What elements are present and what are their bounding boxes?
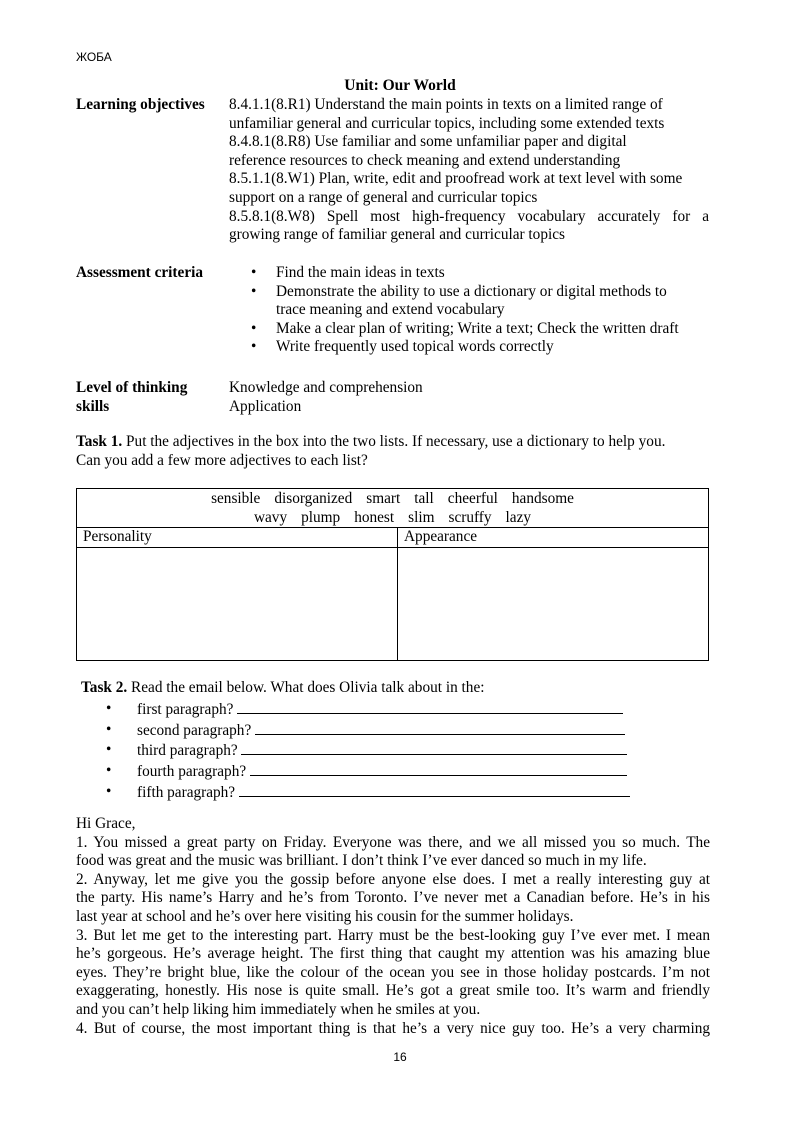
answer-line[interactable] <box>250 761 627 776</box>
email-line: the party. His name’s Harry and he’s from Toronto. I’ve never met a Canadian before. He’s in his <box>76 889 710 907</box>
objective-line: 8.4.8.1(8.R8) Use familiar and some unfamiliar paper and digital <box>229 133 627 151</box>
page-number: 16 <box>393 1050 407 1064</box>
objective-line: 8.4.1.1(8.R1) Understand the main points in texts on a limited range of <box>229 96 663 113</box>
email-line: last year at school and he’s over here visiting his cousin for the summer holidays. <box>76 907 574 925</box>
email-text <box>76 815 710 1038</box>
thinking-values: Knowledge and comprehension Application <box>229 379 423 415</box>
email-line: food was great and the music was brilliant. I don’t think I’ve ever danced so much in my life. <box>76 852 647 870</box>
personality-answer-cell[interactable] <box>77 547 398 660</box>
answer-line[interactable] <box>241 740 627 755</box>
objective-line: 8.5.1.1(8.W1) Plan, write, edit and proofread work at text level with some <box>229 170 683 188</box>
list-item: • first paragraph? <box>137 699 657 720</box>
objective-line: support on a range of general and curricular topics <box>229 188 538 206</box>
list-item: • Demonstrate the ability to use a dictionary or digital methods to <box>251 282 667 300</box>
adjectives-row: wavy plump honest slim scruffy lazy <box>253 508 532 526</box>
unit-title: Unit: Our World <box>344 77 456 94</box>
appearance-header: Appearance <box>398 528 709 548</box>
list-item: • Find the main ideas in texts <box>251 264 445 281</box>
list-item-continuation: trace meaning and extend vocabulary <box>276 301 505 319</box>
email-line: eyes. They’re bright blue, like the colour of the ocean you see in those holiday postcards. I’m not <box>76 963 710 981</box>
thinking-label: Level of thinking skills <box>76 379 188 415</box>
email-line: exaggerating, honestly. His nose is quite small. He’s got a great smile too. It’s warm and friendly <box>76 982 710 1000</box>
list-item: • second paragraph? <box>137 720 657 741</box>
email-line: and you can’t help liking him immediately when he smiles at you. <box>76 1000 481 1018</box>
adjectives-box <box>77 489 709 528</box>
task2-list <box>106 699 657 803</box>
objective-line: unfamiliar general and curricular topics, including some extended texts <box>229 114 665 132</box>
appearance-answer-cell[interactable] <box>398 547 709 660</box>
adjectives-table <box>76 488 709 661</box>
email-line: 3. But let me get to the interesting part. Harry must be the best-looking guy I’ve ever met. I mean <box>76 926 710 944</box>
task2-instructions: Task 2. Read the email below. What does Olivia talk about in the: <box>81 679 485 696</box>
task2-heading: Task 2. <box>81 679 128 696</box>
assessment-label: Assessment criteria <box>76 264 204 281</box>
list-item: • fifth paragraph? <box>137 782 657 803</box>
answer-line[interactable] <box>237 699 623 714</box>
objective-line: reference resources to check meaning and extend understanding <box>229 151 621 169</box>
task1-heading: Task 1. <box>76 433 123 450</box>
list-item: • third paragraph? <box>137 740 657 761</box>
email-line: 4. But of course, the most important thing is that he’s a very nice guy too. He’s a very charming <box>76 1019 710 1037</box>
answer-line[interactable] <box>255 720 625 735</box>
objectives-label: Learning objectives <box>76 96 205 113</box>
objective-line: growing range of familiar general and curricular topics <box>229 226 565 244</box>
email-greeting: Hi Grace, <box>76 815 136 832</box>
adjectives-row: sensible disorganized smart tall cheerful handsome <box>211 490 574 507</box>
header-label: ЖОБА <box>76 50 112 64</box>
answer-line[interactable] <box>239 782 630 797</box>
objectives-text <box>229 96 709 245</box>
email-line: 2. Anyway, let me give you the gossip before anyone else does. I met a really interesting guy at <box>76 870 710 888</box>
task1-instructions: Task 1. Put the adjectives in the box into the two lists. If necessary, use a dictionary to help you. Can you add a few more adjectives to each list? <box>76 433 666 469</box>
email-line: he’s gorgeous. He’s average height. The first thing that caught my attention was his amazing blue <box>76 945 710 963</box>
list-item: • Write frequently used topical words correctly <box>251 338 554 356</box>
list-item: • fourth paragraph? <box>137 761 657 782</box>
personality-header: Personality <box>77 528 398 548</box>
email-line: 1. You missed a great party on Friday. Everyone was there, and we all missed you so much. The <box>76 833 710 851</box>
assessment-list <box>251 264 716 357</box>
list-item: • Make a clear plan of writing; Write a text; Check the written draft <box>251 319 679 337</box>
objective-line: 8.5.8.1(8.W8) Spell most high-frequency vocabulary accurately for a <box>229 207 709 225</box>
